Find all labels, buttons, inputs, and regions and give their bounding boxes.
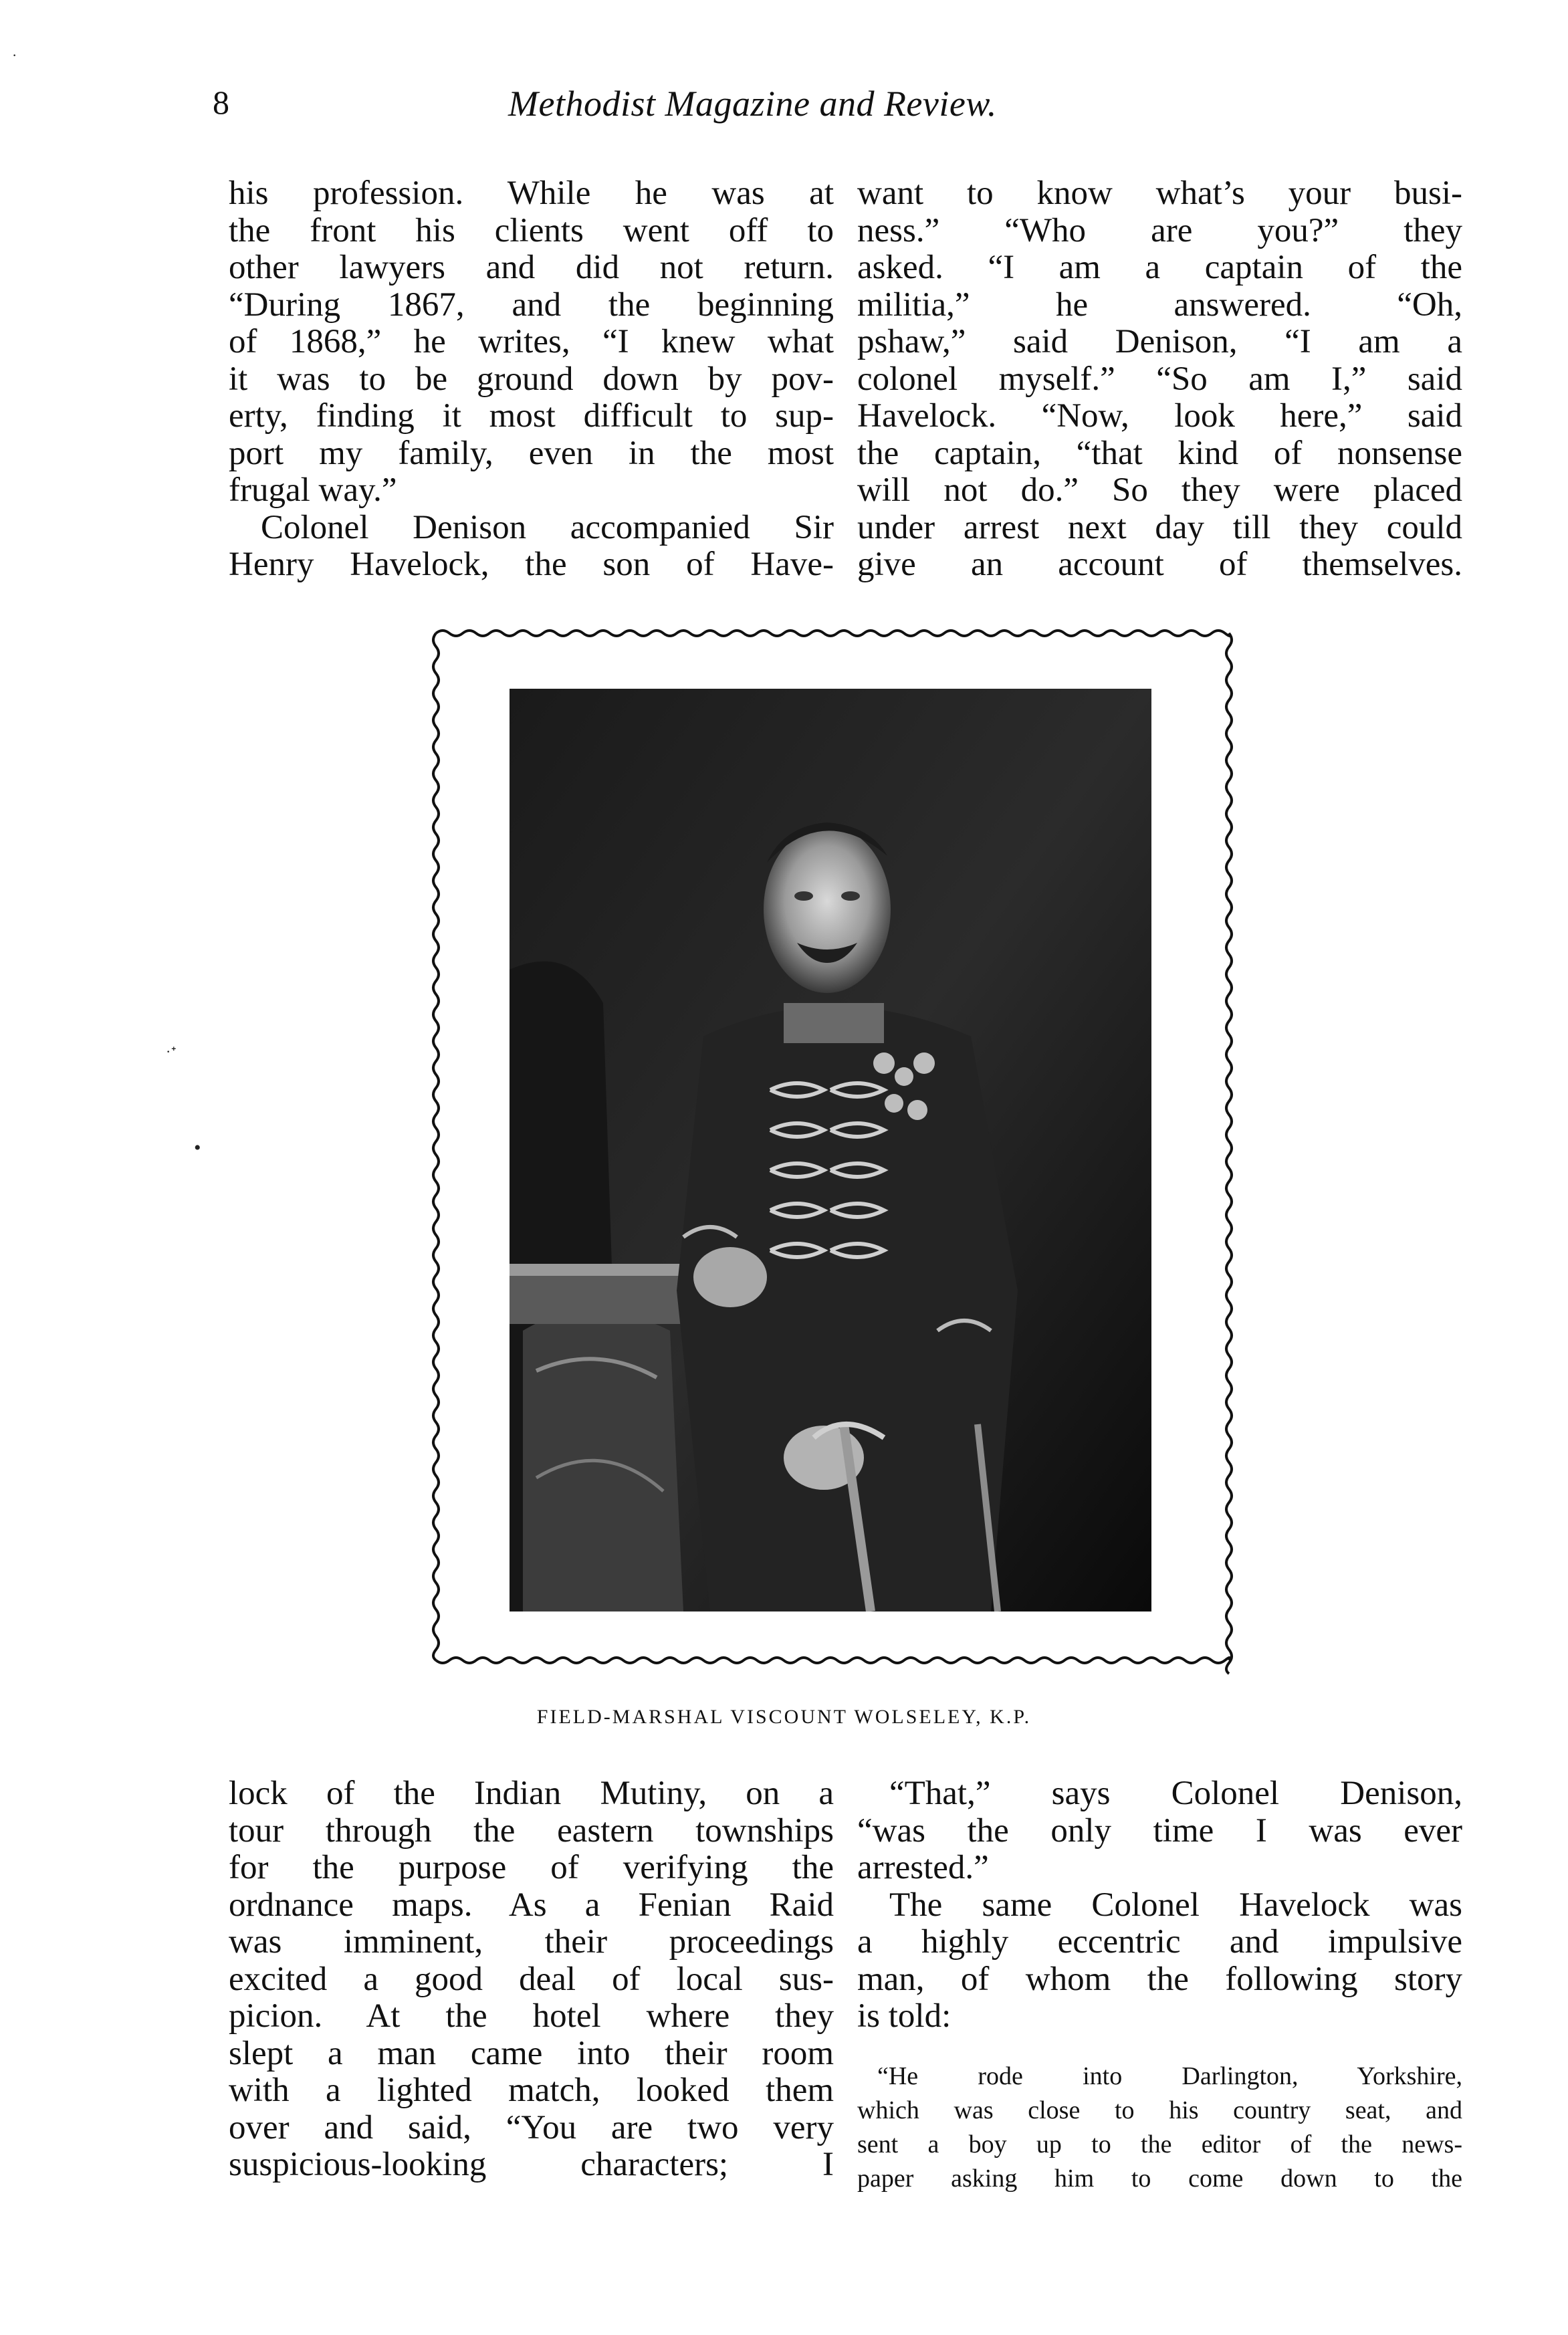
- text-line: slept a man came into their room: [229, 2035, 834, 2072]
- portrait-photo: [510, 689, 1151, 1611]
- column-left-bottom: [229, 1775, 834, 2184]
- quote-line: sent a boy up to the editor of the news-: [857, 2130, 1462, 2158]
- text-line: frugal way.”: [229, 472, 397, 509]
- text-line: is told:: [857, 1998, 951, 2035]
- text-line: the captain, “that kind of nonsense: [857, 435, 1462, 472]
- text-line: a highly eccentric and impulsive: [857, 1924, 1462, 1961]
- quote-line: “He rode into Darlington, Yorkshire,: [877, 2062, 1462, 2090]
- text-line: give an account of themselves.: [857, 546, 1462, 583]
- text-line: man, of whom the following story: [857, 1961, 1462, 1998]
- scan-speck: •: [194, 1137, 201, 1159]
- text-line: militia,” he answered. “Oh,: [857, 286, 1462, 324]
- text-line: of 1868,” he writes, “I knew what: [229, 324, 834, 360]
- text-line: Colonel Denison accompanied Sir: [261, 509, 834, 546]
- block-quote: [857, 2060, 1462, 2196]
- text-line: lock of the Indian Mutiny, on a: [229, 1775, 834, 1812]
- column-left-top: [229, 175, 834, 584]
- text-line: was imminent, their proceedings: [229, 1924, 834, 1961]
- text-line: ordnance maps. As a Fenian Raid: [229, 1886, 834, 1924]
- text-line: “was the only time I was ever: [857, 1812, 1462, 1850]
- running-head: Methodist Magazine and Review.: [508, 84, 997, 124]
- text-line: ness.” “Who are you?” they: [857, 212, 1462, 249]
- column-right-bottom: [857, 1775, 1462, 2035]
- text-line: the front his clients went off to: [229, 212, 834, 249]
- text-line: his profession. While he was at: [229, 175, 834, 212]
- text-line: want to know what’s your busi-: [857, 175, 1462, 212]
- text-line: The same Colonel Havelock was: [889, 1886, 1462, 1924]
- figure-caption: FIELD-MARSHAL VISCOUNT WOLSELEY, K.P.: [536, 1706, 1032, 1728]
- text-line: will not do.” So they were placed: [857, 472, 1462, 509]
- text-line: with a lighted match, looked them: [229, 2072, 834, 2109]
- text-line: tour through the eastern townships: [229, 1812, 834, 1850]
- quote-line: which was close to his country seat, and: [857, 2096, 1462, 2124]
- scan-speck: ·ᐩ: [166, 1043, 177, 1060]
- text-line: for the purpose of verifying the: [229, 1850, 834, 1886]
- text-line: Henry Havelock, the son of Have-: [229, 546, 834, 583]
- text-line: suspicious-looking characters; I: [229, 2146, 834, 2183]
- text-line: other lawyers and did not return.: [229, 249, 834, 286]
- text-line: Havelock. “Now, look here,” said: [857, 398, 1462, 435]
- column-right-top: [857, 175, 1462, 584]
- portrait-engraving: [510, 689, 1151, 1611]
- text-line: it was to be ground down by pov-: [229, 360, 834, 398]
- scan-speck: ·: [12, 47, 17, 64]
- text-line: excited a good deal of local sus-: [229, 1961, 834, 1998]
- text-line: under arrest next day till they could: [857, 509, 1462, 546]
- text-line: picion. At the hotel where they: [229, 1998, 834, 2035]
- text-line: “That,” says Colonel Denison,: [889, 1775, 1462, 1812]
- text-line: over and said, “You are two very: [229, 2109, 834, 2146]
- quote-line: paper asking him to come down to the: [857, 2164, 1462, 2193]
- text-line: colonel myself.” “So am I,” said: [857, 360, 1462, 398]
- text-line: erty, finding it most difficult to sup-: [229, 398, 834, 435]
- text-line: arrested.”: [857, 1850, 989, 1886]
- page-number: 8: [213, 84, 229, 121]
- text-line: “During 1867, and the beginning: [229, 286, 834, 324]
- text-line: pshaw,” said Denison, “I am a: [857, 324, 1462, 360]
- text-line: port my family, even in the most: [229, 435, 834, 472]
- text-line: asked. “I am a captain of the: [857, 249, 1462, 286]
